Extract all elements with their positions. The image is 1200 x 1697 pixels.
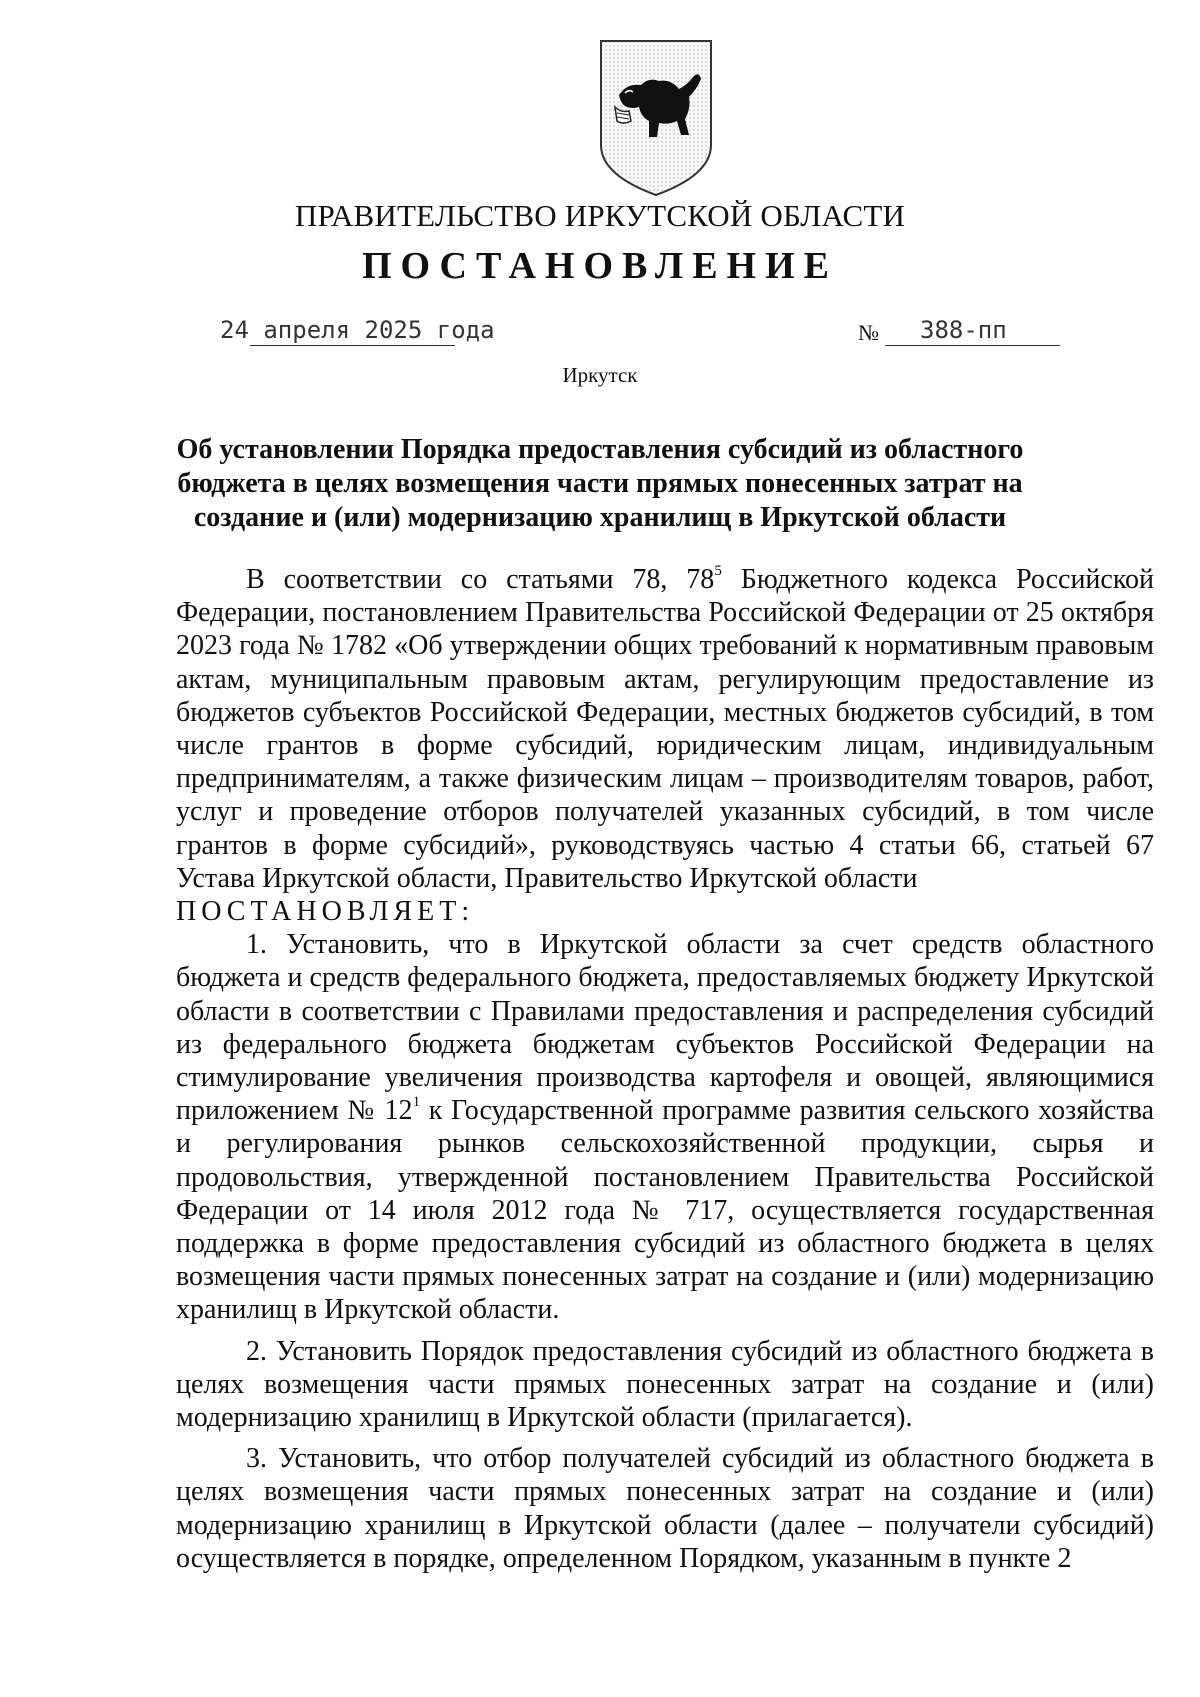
document-body (176, 563, 1154, 1575)
resolves-heading: ПОСТАНОВЛЯЕТ: (176, 896, 475, 928)
title-line: бюджета в целях возмещения части прямых понесенных затрат на (177, 468, 1023, 499)
item-3-paragraph: 3. Установить, что отбор получателей субсидий из областного бюджета в целях возмещения части прямых понесенных затрат на создание и (или) модернизацию хранилищ в Иркутской области (далее – получатели субсидий) осуществляется в порядке, определенном Порядком, указанным в пункте 2 (176, 1443, 1154, 1574)
coat-of-arms-emblem (597, 37, 715, 199)
item-2-paragraph: 2. Установить Порядок предоставления субсидий из областного бюджета в целях возмещения части прямых понесенных затрат на создание и (или) модернизацию хранилищ в Иркутской области (прилагается). (176, 1335, 1154, 1434)
preamble-text: Бюджетного кодекса Российской Федерации, постановлением Правительства Российской Федерации от 25 октября 2023 года № 1782 «Об утверждении общих требований к нормативным правовым актам, муниципальным правовым актам, регулирующим предоставление из бюджетов субъектов Российской Федерации, местных бюджетов субсидий, в том числе грантов в форме субсидий, юридическим лицам, индивидуальным предпринимателям, а также физическим лицам – производителям товаров, работ, услуг и проведение отборов получателей указанных субсидий, в том числе грантов в форме субсидий», руководствуясь частью 4 статьи 66, статьей 67 Устава Иркутской области, Правительство Иркутской области (176, 564, 1154, 894)
item-1-paragraph (176, 928, 1154, 1326)
date-underline (250, 345, 455, 346)
superscript: 1 (412, 1094, 421, 1111)
title-line: Об установлении Порядка предоставления субсидий из областного (176, 434, 1024, 465)
preamble-text: В соответствии со статьями 78, 78 (246, 564, 715, 595)
document-title (150, 433, 1050, 535)
government-name: ПРАВИТЕЛЬСТВО ИРКУТСКОЙ ОБЛАСТИ (294, 198, 906, 233)
title-line: создание и (или) модернизацию хранилищ в Иркутской области (193, 502, 1007, 533)
item-text: 1. Установить, что в Иркутской области за счет средств областного бюджета и средств федерального бюджета, предоставляемых бюджету Иркутской области в соответствии с Правилами предоставления и распределения субсидий из федерального бюджета бюджетам субъектов Российской Федерации на стимулирование увеличения производства картофеля и овощей, являющимися приложением № 12 (176, 929, 1154, 1127)
number-underline (885, 345, 1060, 346)
item-text: к Государственной программе развития сельского хозяйства и регулирования рынков сельскохозяйственной продукции, сырья и продовольствия, утвержденной постановлением Правительства Российской Федерации от 14 июля 2012 года № 717, осуществляется государственная поддержка в форме предоставления субсидий из областного бюджета в целях возмещения части прямых понесенных затрат на создание и (или) модернизацию хранилищ в Иркутской области. (176, 1095, 1154, 1326)
decree-date: 24 апреля 2025 года (220, 316, 495, 344)
city: Иркутск (562, 363, 638, 387)
document-type: ПОСТАНОВЛЕНИЕ (361, 245, 839, 287)
preamble-paragraph (176, 563, 1154, 895)
number-sign: № (858, 320, 879, 345)
superscript: 5 (714, 563, 722, 579)
decree-number: 388-пп (920, 316, 1007, 344)
